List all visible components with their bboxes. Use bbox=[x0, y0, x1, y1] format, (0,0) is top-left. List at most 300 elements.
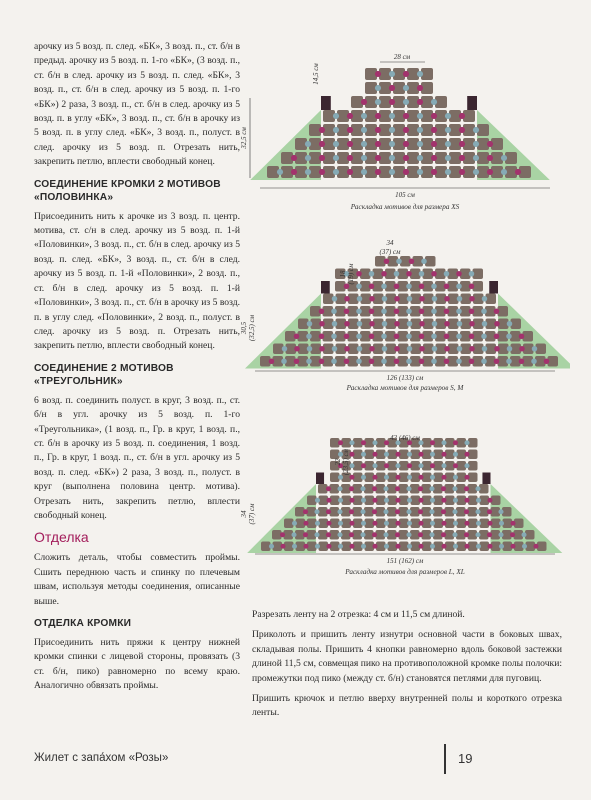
join-dot bbox=[403, 127, 409, 133]
join-dot bbox=[375, 71, 381, 77]
join-dot bbox=[506, 334, 512, 340]
join-dot bbox=[280, 544, 285, 549]
corner-motif-right bbox=[482, 473, 490, 485]
join-dot bbox=[375, 169, 381, 175]
join-dot bbox=[306, 334, 312, 340]
join-dot bbox=[361, 155, 367, 161]
corner-motif-left bbox=[321, 281, 330, 294]
join-dot bbox=[349, 532, 354, 537]
diagram-xs-top: 28 см bbox=[393, 53, 411, 61]
join-dot bbox=[314, 509, 319, 514]
join-dot bbox=[441, 544, 446, 549]
join-dot bbox=[453, 452, 458, 457]
join-dot bbox=[419, 359, 425, 365]
join-dot bbox=[319, 346, 325, 352]
half-motif-right bbox=[498, 294, 570, 369]
join-dot bbox=[333, 169, 339, 175]
join-dot bbox=[389, 127, 395, 133]
join-dot bbox=[481, 359, 487, 365]
join-dot bbox=[338, 498, 343, 503]
join-dot bbox=[406, 509, 411, 514]
join-dot bbox=[521, 532, 526, 537]
join-dot bbox=[394, 346, 400, 352]
join-dot bbox=[453, 475, 458, 480]
diagram-xs-height: 32,5 см bbox=[240, 127, 248, 149]
join-dot bbox=[361, 475, 366, 480]
join-dot bbox=[349, 452, 354, 457]
join-dot bbox=[395, 544, 400, 549]
join-dot bbox=[417, 155, 423, 161]
join-dot bbox=[444, 359, 450, 365]
join-dot bbox=[429, 532, 434, 537]
join-dot bbox=[332, 321, 338, 327]
join-dot bbox=[384, 452, 389, 457]
join-dot bbox=[431, 309, 437, 315]
join-dot bbox=[395, 521, 400, 526]
join-dot bbox=[482, 296, 488, 302]
join-dot bbox=[357, 321, 363, 327]
join-dot bbox=[381, 284, 387, 290]
join-dot bbox=[347, 127, 353, 133]
join-dot bbox=[444, 284, 450, 290]
join-dot bbox=[473, 127, 479, 133]
join-dot bbox=[282, 346, 288, 352]
join-dot bbox=[349, 486, 354, 491]
finish-section-title: Отделка bbox=[34, 529, 89, 546]
join-dot bbox=[381, 334, 387, 340]
join-dot bbox=[347, 113, 353, 119]
join-dot bbox=[356, 334, 362, 340]
join-dot bbox=[303, 544, 308, 549]
diagram-s-m bbox=[240, 236, 570, 396]
join-dot bbox=[429, 486, 434, 491]
join-dot bbox=[519, 346, 525, 352]
join-dot bbox=[418, 532, 423, 537]
join-dot bbox=[487, 521, 492, 526]
join-dot bbox=[361, 463, 366, 468]
diagram-l-xl-caption: Раскладка мотивов для размеров L, XL bbox=[345, 568, 465, 576]
join-dot bbox=[429, 509, 434, 514]
join-dot bbox=[407, 521, 412, 526]
join-dot bbox=[417, 169, 423, 175]
join-dot bbox=[444, 271, 450, 277]
join-dot bbox=[360, 509, 365, 514]
join-dot bbox=[418, 521, 423, 526]
join-dot bbox=[453, 544, 458, 549]
join-dot bbox=[326, 486, 331, 491]
join-dot bbox=[469, 321, 475, 327]
diagram-s-m-top-2: (37) см bbox=[379, 248, 401, 256]
join-dot bbox=[417, 113, 423, 119]
join-dot bbox=[291, 155, 297, 161]
join-dot bbox=[332, 346, 338, 352]
join-dot bbox=[384, 463, 389, 468]
join-dot bbox=[409, 259, 415, 265]
join-dot bbox=[464, 544, 469, 549]
join-dot bbox=[406, 334, 412, 340]
join-dot bbox=[459, 141, 465, 147]
join-dot bbox=[430, 544, 435, 549]
join-dot bbox=[319, 309, 325, 315]
join-dot bbox=[469, 359, 475, 365]
join-dot bbox=[431, 284, 437, 290]
join-dot bbox=[326, 521, 331, 526]
join-dot bbox=[395, 463, 400, 468]
join-dot bbox=[481, 334, 487, 340]
paragraph-edge-finish: Присоединить нить пряжи к центру нижней кромки спинки с лицевой стороны, провязать (3 ст. б/н, пико) равномерно по всему краю. Аналогично обвязать проймы. bbox=[34, 637, 240, 692]
join-dot bbox=[494, 359, 500, 365]
join-dot bbox=[406, 271, 412, 277]
join-dot bbox=[459, 127, 465, 133]
join-dot bbox=[389, 71, 395, 77]
diagram-s-m-height-1: 30,5 bbox=[240, 321, 248, 335]
diagram-l-xl-width: 151 (162) см bbox=[386, 557, 424, 565]
join-dot bbox=[464, 440, 469, 445]
join-dot bbox=[494, 334, 500, 340]
join-dot bbox=[394, 359, 400, 365]
paragraph-triangle-join: 6 возд. п. соединить полуст. в круг, 3 возд. п., ст. б/н в угл. арочку из 5 возд. п. 1-го «Треугольника», (1 возд. п., Гр. в круг, 1 возд. п., ст. б/н в арочку из 5 возд. п. соединения, 1 возд. п., Гр. в круг, 1 возд. п., ст. б/н в угл. арочку из 5 возд. п. след. «БК») 2 раза, 3 возд. п., полуст. в круг (выполнена половина центр. мотива). Отрезать нить, закрепить петлю, вплести свободный конец. bbox=[34, 394, 240, 521]
join-dot bbox=[395, 475, 400, 480]
join-dot bbox=[406, 532, 411, 537]
join-dot bbox=[382, 321, 388, 327]
join-dot bbox=[361, 113, 367, 119]
join-dot bbox=[506, 359, 512, 365]
join-dot bbox=[349, 521, 354, 526]
join-dot bbox=[372, 521, 377, 526]
join-dot bbox=[406, 359, 412, 365]
join-dot bbox=[494, 346, 500, 352]
join-dot bbox=[396, 259, 402, 265]
join-dot bbox=[375, 85, 381, 91]
join-dot bbox=[319, 141, 325, 147]
join-dot bbox=[487, 155, 493, 161]
corner-motif-right bbox=[489, 281, 498, 294]
join-dot bbox=[395, 532, 400, 537]
join-dot bbox=[395, 509, 400, 514]
join-dot bbox=[361, 452, 366, 457]
join-dot bbox=[407, 296, 413, 302]
join-dot bbox=[384, 259, 390, 265]
join-dot bbox=[519, 359, 525, 365]
join-dot bbox=[406, 284, 412, 290]
join-dot bbox=[303, 521, 308, 526]
join-dot bbox=[315, 544, 320, 549]
join-dot bbox=[417, 141, 423, 147]
join-dot bbox=[389, 141, 395, 147]
join-dot bbox=[319, 155, 325, 161]
join-dot bbox=[494, 309, 500, 315]
join-dot bbox=[319, 359, 325, 365]
join-dot bbox=[407, 346, 413, 352]
join-dot bbox=[456, 309, 462, 315]
join-dot bbox=[464, 452, 469, 457]
diagram-s-m-figure bbox=[240, 236, 570, 396]
join-dot bbox=[487, 532, 492, 537]
diagram-l-xl-shoulder-2: (23,5) см bbox=[342, 448, 350, 476]
join-dot bbox=[441, 532, 446, 537]
join-dot bbox=[430, 521, 435, 526]
join-dot bbox=[403, 85, 409, 91]
join-dot bbox=[407, 544, 412, 549]
join-dot bbox=[441, 498, 446, 503]
join-dot bbox=[464, 475, 469, 480]
join-dot bbox=[375, 113, 381, 119]
join-dot bbox=[349, 544, 354, 549]
join-dot bbox=[431, 99, 437, 105]
join-dot bbox=[347, 169, 353, 175]
join-dot bbox=[375, 141, 381, 147]
join-dot bbox=[360, 532, 365, 537]
join-dot bbox=[337, 509, 342, 514]
join-dot bbox=[453, 521, 458, 526]
join-dot bbox=[383, 486, 388, 491]
join-dot bbox=[419, 346, 425, 352]
join-dot bbox=[498, 532, 503, 537]
join-dot bbox=[384, 440, 389, 445]
join-dot bbox=[444, 296, 450, 302]
join-dot bbox=[469, 334, 475, 340]
join-dot bbox=[381, 359, 387, 365]
corner-motif-left bbox=[321, 96, 331, 110]
join-dot bbox=[441, 509, 446, 514]
join-dot bbox=[403, 71, 409, 77]
heading-half-motif-join: СОЕДИНЕНИЕ КРОМКИ 2 МОТИВОВ «ПОЛОВИНКА» bbox=[34, 178, 221, 203]
join-dot bbox=[331, 359, 337, 365]
join-dot bbox=[475, 486, 480, 491]
right-paragraph-2: Приколоть и пришить ленту изнутри основной части в боковых швах, складывая полы. Пришить 4 кнопки равномерно вдоль боковой застежки длиной 11,5 см, совмещая пико на противоположной кромке полы полочки: промежутки под пико (между ст. б/н) становятся петлями для пуговиц. bbox=[252, 629, 562, 684]
join-dot bbox=[372, 532, 377, 537]
join-dot bbox=[395, 486, 400, 491]
footer-divider bbox=[444, 744, 446, 774]
join-dot bbox=[338, 440, 343, 445]
join-dot bbox=[452, 532, 457, 537]
join-dot bbox=[473, 141, 479, 147]
join-dot bbox=[464, 486, 469, 491]
join-dot bbox=[476, 544, 481, 549]
right-paragraph-3: Пришить крючок и петлю вверху внутренней полы и короткого отрезка ленты. bbox=[252, 693, 562, 719]
join-dot bbox=[381, 309, 387, 315]
motif-grid-l-xl bbox=[247, 438, 562, 553]
join-dot bbox=[369, 271, 375, 277]
join-dot bbox=[406, 309, 412, 315]
join-dot bbox=[456, 271, 462, 277]
join-dot bbox=[372, 452, 377, 457]
motif-grid-s-m bbox=[245, 256, 570, 369]
join-dot bbox=[501, 155, 507, 161]
join-dot bbox=[419, 284, 425, 290]
join-dot bbox=[394, 296, 400, 302]
join-dot bbox=[464, 521, 469, 526]
join-dot bbox=[445, 127, 451, 133]
join-dot bbox=[419, 321, 425, 327]
diagram-l-xl-height-2: (37) см bbox=[248, 503, 256, 525]
motif-grid-xs bbox=[250, 68, 550, 180]
join-dot bbox=[375, 99, 381, 105]
join-dot bbox=[333, 127, 339, 133]
page-number: 19 bbox=[458, 751, 473, 766]
join-dot bbox=[326, 509, 331, 514]
diagram-xs-width: 105 см bbox=[395, 191, 415, 199]
join-dot bbox=[418, 486, 423, 491]
join-dot bbox=[292, 521, 297, 526]
join-dot bbox=[487, 141, 493, 147]
join-dot bbox=[406, 486, 411, 491]
footer-title: Жилет с запа́хом «Розы» bbox=[34, 752, 169, 764]
join-dot bbox=[294, 334, 300, 340]
join-dot bbox=[303, 509, 308, 514]
join-dot bbox=[481, 309, 487, 315]
join-dot bbox=[487, 169, 493, 175]
join-dot bbox=[421, 259, 427, 265]
join-dot bbox=[430, 452, 435, 457]
intro-paragraph: арочку из 5 возд. п. след. «БК», 3 возд. п., ст. б/н в предыд. арочку из 5 возд. п. 1-го «БК», (3 возд. п., ст. б/н в след. арочку из 5 возд. п. след. «БК», 3 возд. п., ст. б/н в след. арочку из 5 возд. п. 1-го «БК») 2 раза, 3 возд. п., ст. б/н в след. арочку из 5 возд. п. в углу «БК», 3 возд. п., ст. б/н в арочку из 5 возд. п. в углу след. «БК», 3 возд. п., полуст. в след. арочку из 5 возд. п. Отрезать нить, закрепить петлю, вплести свободный конец. bbox=[34, 41, 240, 168]
join-dot bbox=[510, 544, 515, 549]
join-dot bbox=[417, 71, 423, 77]
join-dot bbox=[361, 169, 367, 175]
join-dot bbox=[419, 271, 425, 277]
join-dot bbox=[315, 521, 320, 526]
join-dot bbox=[369, 284, 375, 290]
join-dot bbox=[383, 509, 388, 514]
join-dot bbox=[431, 127, 437, 133]
join-dot bbox=[499, 544, 504, 549]
join-dot bbox=[441, 440, 446, 445]
join-dot bbox=[452, 486, 457, 491]
join-dot bbox=[431, 359, 437, 365]
join-dot bbox=[389, 155, 395, 161]
join-dot bbox=[464, 463, 469, 468]
join-dot bbox=[515, 169, 521, 175]
join-dot bbox=[456, 359, 462, 365]
join-dot bbox=[456, 334, 462, 340]
heading-edge-finish: ОТДЕЛКА КРОМКИ bbox=[34, 618, 132, 629]
join-dot bbox=[394, 334, 400, 340]
join-dot bbox=[430, 498, 435, 503]
join-dot bbox=[431, 334, 437, 340]
join-dot bbox=[432, 346, 438, 352]
join-dot bbox=[326, 498, 331, 503]
join-dot bbox=[403, 155, 409, 161]
join-dot bbox=[431, 169, 437, 175]
join-dot bbox=[319, 127, 325, 133]
join-dot bbox=[337, 532, 342, 537]
join-dot bbox=[430, 475, 435, 480]
join-dot bbox=[418, 475, 423, 480]
join-dot bbox=[487, 498, 492, 503]
join-dot bbox=[344, 296, 350, 302]
join-dot bbox=[459, 169, 465, 175]
join-dot bbox=[307, 321, 313, 327]
join-dot bbox=[277, 169, 283, 175]
join-dot bbox=[498, 509, 503, 514]
join-dot bbox=[476, 521, 481, 526]
join-dot bbox=[357, 296, 363, 302]
join-dot bbox=[369, 296, 375, 302]
join-dot bbox=[431, 271, 437, 277]
join-dot bbox=[361, 127, 367, 133]
join-dot bbox=[469, 346, 475, 352]
join-dot bbox=[338, 521, 343, 526]
join-dot bbox=[453, 440, 458, 445]
join-dot bbox=[372, 486, 377, 491]
join-dot bbox=[444, 321, 450, 327]
join-dot bbox=[469, 284, 475, 290]
join-dot bbox=[333, 113, 339, 119]
join-dot bbox=[395, 498, 400, 503]
join-dot bbox=[361, 498, 366, 503]
join-dot bbox=[292, 544, 297, 549]
join-dot bbox=[331, 334, 337, 340]
join-dot bbox=[305, 155, 311, 161]
join-dot bbox=[533, 544, 538, 549]
join-dot bbox=[381, 271, 387, 277]
diagram-xs-figure bbox=[240, 38, 570, 218]
join-dot bbox=[453, 463, 458, 468]
join-dot bbox=[281, 359, 287, 365]
join-dot bbox=[269, 544, 274, 549]
join-dot bbox=[417, 127, 423, 133]
join-dot bbox=[372, 498, 377, 503]
join-dot bbox=[361, 544, 366, 549]
join-dot bbox=[475, 509, 480, 514]
join-dot bbox=[347, 141, 353, 147]
diagram-l-xl-shoulder-1: 22 bbox=[334, 458, 342, 466]
join-dot bbox=[382, 296, 388, 302]
join-dot bbox=[294, 359, 300, 365]
join-dot bbox=[445, 113, 451, 119]
corner-motif-left bbox=[316, 473, 324, 485]
join-dot bbox=[294, 346, 300, 352]
join-dot bbox=[384, 544, 389, 549]
join-dot bbox=[389, 113, 395, 119]
join-dot bbox=[459, 113, 465, 119]
join-dot bbox=[473, 169, 479, 175]
diagram-l-xl-top: 43 (46) см bbox=[390, 434, 420, 442]
join-dot bbox=[344, 346, 350, 352]
join-dot bbox=[269, 359, 275, 365]
join-dot bbox=[372, 463, 377, 468]
right-paragraph-1: Разрезать ленту на 2 отрезка: 4 см и 11,5 см длиной. bbox=[252, 609, 465, 620]
join-dot bbox=[453, 498, 458, 503]
join-dot bbox=[445, 155, 451, 161]
join-dot bbox=[306, 359, 312, 365]
join-dot bbox=[445, 141, 451, 147]
join-dot bbox=[476, 498, 481, 503]
join-dot bbox=[431, 113, 437, 119]
join-dot bbox=[394, 321, 400, 327]
join-dot bbox=[457, 321, 463, 327]
join-dot bbox=[419, 309, 425, 315]
diagram-s-m-top-1: 34 bbox=[386, 239, 394, 247]
half-motif-left bbox=[245, 294, 321, 369]
join-dot bbox=[375, 155, 381, 161]
join-dot bbox=[383, 532, 388, 537]
join-dot bbox=[452, 509, 457, 514]
join-dot bbox=[457, 346, 463, 352]
join-dot bbox=[307, 346, 313, 352]
join-dot bbox=[389, 85, 395, 91]
heading-triangle-join: СОЕДИНЕНИЕ 2 МОТИВОВ «ТРЕУГОЛЬНИК» bbox=[34, 362, 174, 387]
join-dot bbox=[344, 359, 350, 365]
diagram-xs-caption: Раскладка мотивов для размера XS bbox=[350, 203, 460, 211]
join-dot bbox=[431, 155, 437, 161]
join-dot bbox=[419, 296, 425, 302]
join-dot bbox=[444, 334, 450, 340]
join-dot bbox=[344, 321, 350, 327]
join-dot bbox=[326, 544, 331, 549]
join-dot bbox=[441, 475, 446, 480]
join-dot bbox=[372, 475, 377, 480]
